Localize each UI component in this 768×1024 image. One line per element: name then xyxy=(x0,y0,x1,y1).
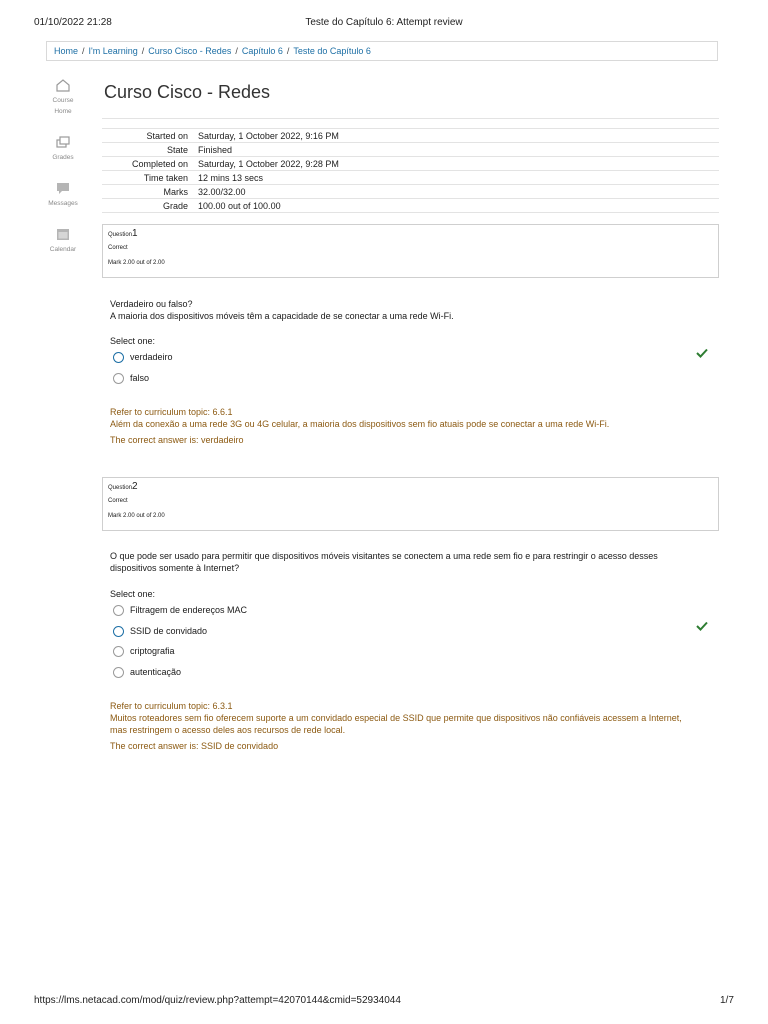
answer-option[interactable] xyxy=(113,644,175,658)
radio-button[interactable] xyxy=(113,667,124,678)
answer-option-label: Filtragem de endereços MAC xyxy=(130,605,248,615)
answer-option[interactable] xyxy=(113,624,207,638)
breadcrumb xyxy=(46,41,718,61)
summary-value: Finished xyxy=(198,143,719,157)
breadcrumb-separator: / xyxy=(141,46,145,56)
breadcrumb-separator: / xyxy=(235,46,238,56)
answer-option-label: criptografia xyxy=(130,646,175,656)
radio-button[interactable] xyxy=(113,373,124,384)
print-title: Teste do Capítulo 6: Attempt review xyxy=(305,17,463,28)
answer-option-label: verdadeiro xyxy=(130,352,173,362)
answer-option[interactable] xyxy=(113,665,181,679)
radio-button[interactable] xyxy=(113,646,124,657)
nav-course-home-label: Course Home xyxy=(52,97,74,115)
question-info-2 xyxy=(102,477,719,531)
nav-calendar[interactable] xyxy=(40,227,86,255)
correct-check-icon xyxy=(696,621,708,631)
messages-icon xyxy=(55,181,71,195)
correct-answer: The correct answer is: SSID de convidado xyxy=(110,741,279,751)
feedback-2 xyxy=(110,700,710,752)
breadcrumb-im-learning[interactable]: I'm Learning xyxy=(88,46,138,56)
summary-value: 100.00 out of 100.00 xyxy=(198,199,719,213)
radio-button[interactable] xyxy=(113,605,124,616)
page-title: Curso Cisco - Redes xyxy=(104,82,271,102)
divider xyxy=(102,118,719,119)
question-text-line: dispositivos somente à Internet? xyxy=(110,563,240,573)
question-text-2 xyxy=(110,550,710,574)
summary-label: Time taken xyxy=(102,171,198,185)
summary-row xyxy=(102,129,719,143)
summary-label: Marks xyxy=(102,185,198,199)
answer-option[interactable] xyxy=(113,350,173,364)
summary-value: Saturday, 1 October 2022, 9:16 PM xyxy=(198,129,719,143)
feedback-text: Muitos roteadores sem fio oferecem suporte a um convidado especial de SSID que permite que dispositivos não confiáveis acessem a Internet, xyxy=(110,713,682,723)
question-text-line: Verdadeiro ou falso? xyxy=(110,299,193,309)
nav-grades[interactable] xyxy=(40,135,86,163)
feedback-1 xyxy=(110,406,710,446)
question-state: Correct xyxy=(108,498,128,504)
page-number: 1/7 xyxy=(720,995,734,1006)
print-header xyxy=(0,17,768,31)
nav-calendar-label: Calendar xyxy=(49,246,77,253)
summary-label: Started on xyxy=(102,129,198,143)
summary-label: Grade xyxy=(102,199,198,213)
nav-grades-label: Grades xyxy=(52,154,74,161)
question-label: Question xyxy=(108,232,133,238)
breadcrumb-separator: / xyxy=(82,46,85,56)
print-timestamp: 01/10/2022 21:28 xyxy=(34,17,112,28)
question-number xyxy=(108,481,713,492)
nav-course-home[interactable] xyxy=(40,78,86,117)
attempt-summary-table xyxy=(102,128,719,213)
question-mark: Mark 2.00 out of 2.00 xyxy=(108,513,165,519)
summary-row xyxy=(102,199,719,213)
summary-value: Saturday, 1 October 2022, 9:28 PM xyxy=(198,157,719,171)
breadcrumb-quiz[interactable]: Teste do Capítulo 6 xyxy=(293,46,371,56)
radio-button-selected[interactable] xyxy=(113,352,124,363)
home-icon xyxy=(55,78,71,92)
breadcrumb-chapter[interactable]: Capítulo 6 xyxy=(241,46,283,56)
feedback-topic: Refer to curriculum topic: 6.3.1 xyxy=(110,701,233,711)
feedback-text: Além da conexão a uma rede 3G ou 4G celular, a maioria dos dispositivos sem fio atuais pode se conectar a uma rede Wi-Fi. xyxy=(110,419,610,429)
question-info-1 xyxy=(102,224,719,278)
summary-label: State xyxy=(102,143,198,157)
summary-value: 12 mins 13 secs xyxy=(198,171,719,185)
correct-answer: The correct answer is: verdadeiro xyxy=(110,435,244,445)
question-text-line: A maioria dos dispositivos móveis têm a capacidade de se conectar a uma rede Wi-Fi. xyxy=(110,311,454,321)
question-text-line: O que pode ser usado para permitir que dispositivos móveis visitantes se conectem a uma rede sem fio e para restringir o acesso desses xyxy=(110,551,658,561)
breadcrumb-course[interactable]: Curso Cisco - Redes xyxy=(148,46,232,56)
summary-label: Completed on xyxy=(102,157,198,171)
answer-option[interactable] xyxy=(113,371,149,385)
question-text-1 xyxy=(110,298,710,322)
print-footer-url: https://lms.netacad.com/mod/quiz/review.php?attempt=42070144&cmid=52934044 xyxy=(34,995,401,1006)
question-number-value: 1 xyxy=(132,228,138,239)
nav-messages[interactable] xyxy=(40,181,86,209)
radio-button-selected[interactable] xyxy=(113,626,124,637)
question-number-value: 2 xyxy=(132,481,138,492)
question-number xyxy=(108,228,713,239)
grades-icon xyxy=(55,135,71,149)
answer-option-label: falso xyxy=(130,373,150,383)
nav-messages-label: Messages xyxy=(48,200,78,207)
correct-check-icon xyxy=(696,348,708,358)
summary-row xyxy=(102,157,719,171)
summary-row xyxy=(102,171,719,185)
breadcrumb-home[interactable]: Home xyxy=(54,46,79,56)
answer-option-label: SSID de convidado xyxy=(130,626,208,636)
calendar-icon xyxy=(55,227,71,241)
summary-row xyxy=(102,143,719,157)
question-state: Correct xyxy=(108,245,128,251)
select-one-label: Select one: xyxy=(110,589,156,599)
select-one-label: Select one: xyxy=(110,336,156,346)
left-nav xyxy=(40,0,86,280)
question-mark: Mark 2.00 out of 2.00 xyxy=(108,260,165,266)
feedback-text: mas restringem o acesso deles aos recursos de rede local. xyxy=(110,725,346,735)
answer-option-label: autenticação xyxy=(130,667,182,677)
summary-row xyxy=(102,185,719,199)
feedback-topic: Refer to curriculum topic: 6.6.1 xyxy=(110,407,233,417)
summary-value: 32.00/32.00 xyxy=(198,185,719,199)
question-label: Question xyxy=(108,485,133,491)
breadcrumb-separator: / xyxy=(286,46,290,56)
answer-option[interactable] xyxy=(113,603,247,617)
